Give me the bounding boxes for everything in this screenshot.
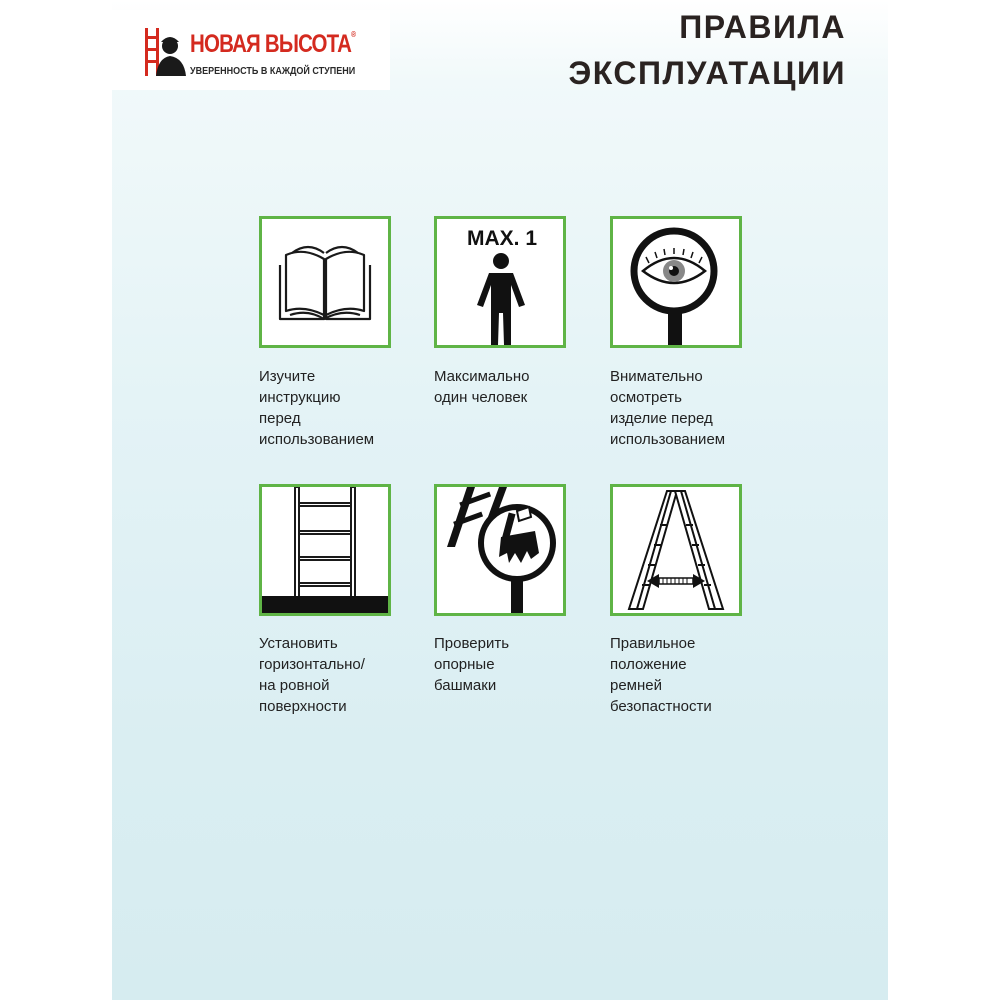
brand-tagline: УВЕРЕННОСТЬ В КАЖДОЙ СТУПЕНИ: [190, 66, 356, 77]
rule-card-level: [259, 484, 391, 616]
rule-card-strap: [610, 484, 742, 616]
rule-caption-inspect: Внимательно осмотреть изделие перед использованием: [610, 368, 726, 448]
rule-card-feet: [434, 484, 566, 616]
rule-card-instructions: [259, 216, 391, 348]
rule-caption-level: Установить горизонтально/ на ровной поверхности: [259, 635, 365, 715]
title-line-1: ПРАВИЛА: [679, 9, 846, 45]
brand-logo: [112, 10, 390, 90]
brand-mark-icon: [142, 28, 186, 76]
max-label: MAX. 1: [466, 227, 538, 250]
person-max-icon: [437, 219, 563, 345]
rule-caption-strap: Правильное положение ремней безопастности: [610, 635, 712, 715]
book-icon: [262, 219, 388, 345]
rule-caption-max-one: Максимально один человек: [434, 368, 530, 406]
stepladder-strap-icon: [613, 487, 739, 613]
title-line-2: ЭКСПЛУАТАЦИИ: [568, 55, 846, 91]
page-title: [569, 4, 846, 96]
registered-mark: ®: [351, 30, 356, 39]
ladder-foot-icon: [437, 487, 563, 613]
rule-caption-instructions: Изучите инструкцию перед использованием: [259, 368, 375, 448]
rule-card-inspect: [610, 216, 742, 348]
rule-caption-feet: Проверить опорные башмаки: [434, 635, 510, 694]
rule-card-max-one: [434, 216, 566, 348]
ladder-level-icon: [262, 487, 388, 613]
magnifier-eye-icon: [613, 219, 739, 345]
brand-name: НОВАЯ ВЫСОТА: [190, 30, 352, 58]
